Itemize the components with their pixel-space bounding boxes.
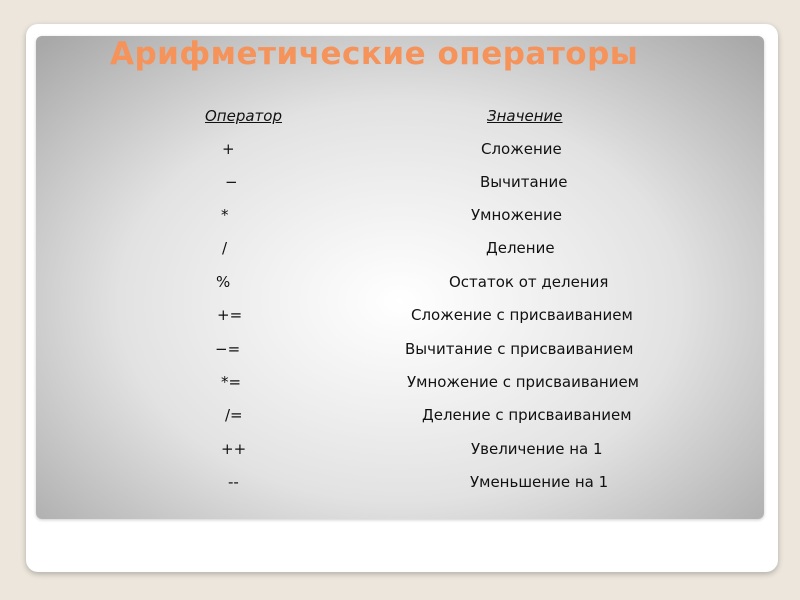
meaning-cell: Увеличение на 1	[471, 440, 603, 458]
operator-cell: /	[222, 239, 228, 257]
operator-cell: %	[216, 273, 231, 291]
operator-cell: --	[228, 473, 239, 491]
meaning-cell: Деление	[486, 239, 555, 257]
meaning-cell: Умножение с присваиванием	[407, 373, 639, 391]
header-meaning: Значение	[487, 107, 563, 125]
meaning-cell: Остаток от деления	[449, 273, 609, 291]
operator-cell: /=	[225, 406, 243, 424]
meaning-cell: Деление с присваиванием	[422, 406, 632, 424]
meaning-cell: Уменьшение на 1	[470, 473, 609, 491]
operator-cell: *	[221, 206, 229, 224]
operator-cell: +=	[217, 306, 243, 324]
meaning-cell: Сложение с присваиванием	[411, 306, 633, 324]
operator-cell: +	[222, 140, 235, 158]
operator-cell: −=	[215, 340, 241, 358]
operator-cell: *=	[221, 373, 242, 391]
meaning-cell: Умножение	[471, 206, 562, 224]
operator-cell: −	[225, 173, 238, 191]
operator-cell: ++	[221, 440, 247, 458]
meaning-cell: Вычитание с присваиванием	[405, 340, 634, 358]
slide-title: Арифметические операторы	[110, 36, 639, 72]
meaning-cell: Вычитание	[480, 173, 568, 191]
meaning-cell: Сложение	[481, 140, 562, 158]
header-operator: Оператор	[205, 107, 282, 125]
content-panel	[36, 36, 764, 519]
